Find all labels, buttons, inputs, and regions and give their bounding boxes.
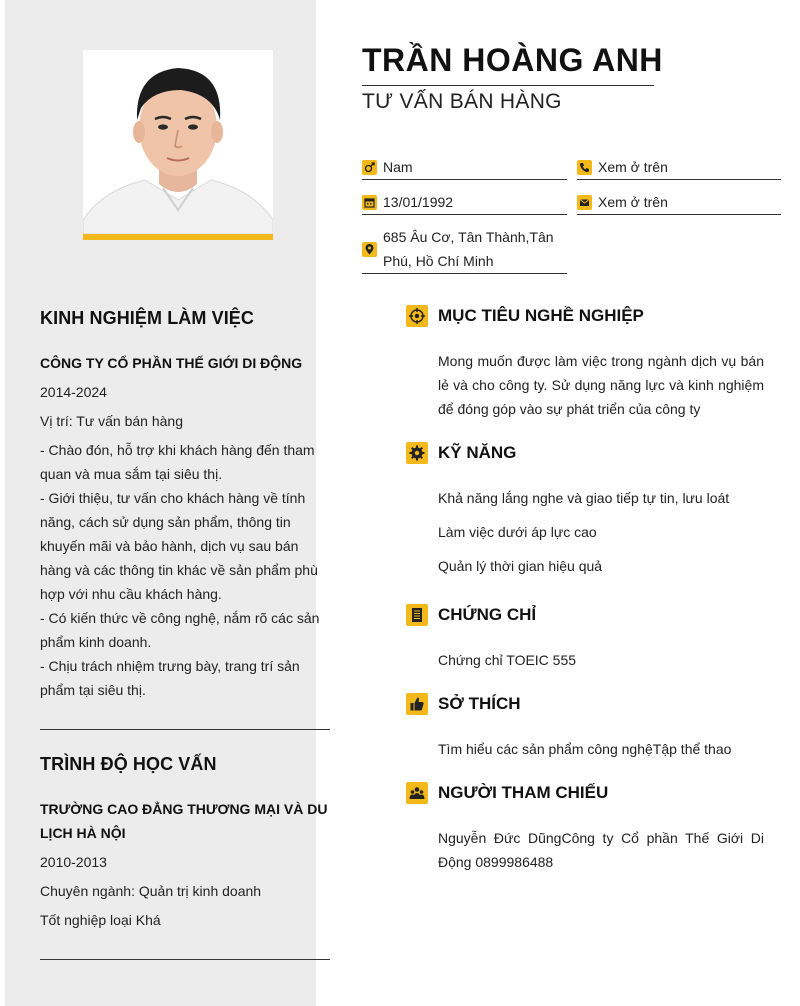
gear-icon (406, 442, 428, 464)
experience-duty: - Chào đón, hỗ trợ khi khách hàng đến tham quan và mua sắm tại siêu thị. (40, 442, 315, 482)
certificates-title: CHỨNG CHỈ (438, 605, 537, 624)
references-text: Nguyễn Đức DũngCông ty Cổ phần Thế Giới Di Động 0899986488 (438, 830, 764, 870)
education-school: TRƯỜNG CAO ĐẲNG THƯƠNG MẠI VÀ DU LỊCH HÀ NỘI (40, 801, 328, 841)
address-field (362, 225, 567, 274)
experience-duty: - Giới thiệu, tư vấn cho khách hàng về tính năng, cách sử dụng sản phẩm, thông tin khuyến mãi và bảo hành, dịch vụ sau bán hàng và các thông tin khác về sản phẩm phù hợp với nhu cầu khách hàng. (40, 490, 318, 602)
objective-text: Mong muốn được làm việc trong ngành dịch vụ bán lẻ và cho công ty. Sử dụng năng lực và kinh nghiệm để đóng góp vào sự phát triển của công ty (438, 353, 764, 417)
experience-duty: - Chịu trách nhiệm trưng bày, trang trí sản phẩm tại siêu thị. (40, 658, 300, 698)
email-icon (577, 195, 592, 210)
birthday-value: 13/01/1992 (383, 194, 454, 210)
objective-header (406, 305, 644, 327)
objective-title: MỤC TIÊU NGHỀ NGHIỆP (438, 306, 644, 325)
experience-title: KINH NGHIỆM LÀM VIỆC (40, 308, 255, 328)
gender-field (362, 155, 567, 180)
certificate-item: Chứng chỉ TOEIC 555 (438, 652, 577, 668)
section-divider (40, 729, 330, 730)
skill-item: Khả năng lắng nghe và giao tiếp tự tin, lưu loát (438, 490, 730, 506)
skills-header (406, 442, 516, 464)
references-header (406, 782, 608, 804)
education-grade: Tốt nghiệp loại Khá (40, 912, 161, 928)
profile-photo (83, 50, 273, 240)
address-value: 685 Âu Cơ, Tân Thành,Tân Phú, Hồ Chí Minh (383, 229, 554, 269)
skills-title: KỸ NĂNG (438, 443, 517, 462)
experience-duty: - Có kiến thức về công nghệ, nắm rõ các sản phẩm kinh doanh. (40, 610, 320, 650)
experience-section (40, 308, 330, 702)
location-pin-icon (362, 242, 377, 257)
job-title: TƯ VẤN BÁN HÀNG (362, 90, 562, 113)
people-icon (406, 782, 428, 804)
email-field (577, 190, 781, 215)
skill-item: Quản lý thời gian hiệu quả (438, 558, 603, 574)
gender-value: Nam (383, 159, 413, 175)
email-value: Xem ở trên (598, 194, 668, 210)
education-title: TRÌNH ĐỘ HỌC VẤN (40, 754, 217, 774)
hobbies-title: SỞ THÍCH (438, 694, 521, 713)
education-section (40, 754, 330, 932)
experience-period: 2014-2024 (40, 384, 107, 400)
references-title: NGƯỜI THAM CHIẾU (438, 783, 609, 802)
section-divider (40, 959, 330, 960)
hobbies-header (406, 693, 521, 715)
thumbs-up-icon (406, 693, 428, 715)
birthday-field (362, 190, 567, 215)
experience-company: CÔNG TY CỔ PHẦN THẾ GIỚI DI ĐỘNG (40, 355, 303, 371)
phone-icon (577, 160, 592, 175)
education-major: Chuyên ngành: Quản trị kinh doanh (40, 883, 262, 899)
target-icon (406, 305, 428, 327)
phone-field (577, 155, 781, 180)
calendar-icon (362, 195, 377, 210)
education-period: 2010-2013 (40, 854, 107, 870)
skill-item: Làm việc dưới áp lực cao (438, 524, 597, 540)
phone-value: Xem ở trên (598, 159, 668, 175)
hobbies-text: Tìm hiểu các sản phẩm công nghệTập thể thao (438, 741, 732, 757)
candidate-name: TRẦN HOÀNG ANH (362, 42, 663, 78)
certificate-icon (406, 604, 428, 626)
name-underline (362, 85, 654, 86)
experience-position: Vị trí: Tư vấn bán hàng (40, 413, 183, 429)
gender-icon (362, 160, 377, 175)
certificates-header (406, 604, 536, 626)
